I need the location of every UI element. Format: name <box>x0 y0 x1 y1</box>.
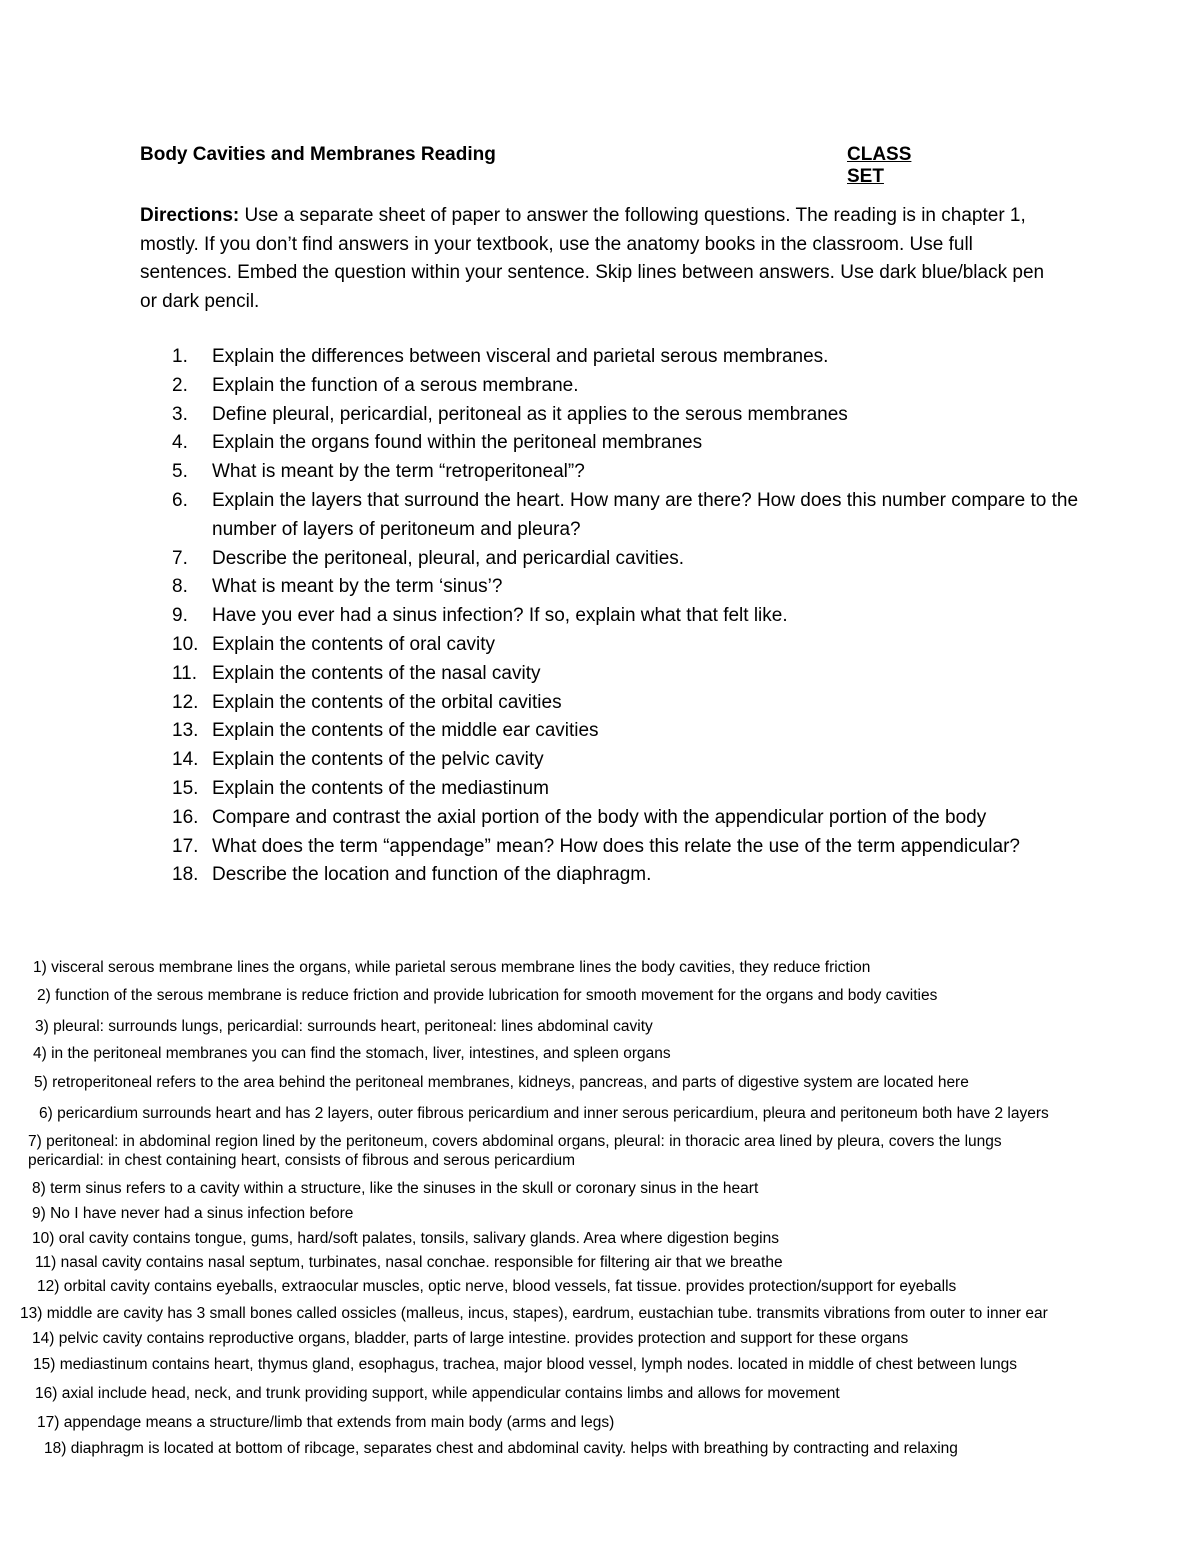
answer-line <box>35 1017 653 1037</box>
question-number: 3. <box>172 403 188 425</box>
document-title: Body Cavities and Membranes Reading <box>140 144 496 165</box>
answer-number: 1) <box>33 959 47 976</box>
question-number: 6. <box>172 489 188 511</box>
answer-line <box>20 1304 1048 1324</box>
question-text: Have you ever had a sinus infection? If so, explain what that felt like. <box>212 605 788 627</box>
answer-number: 8) <box>32 1180 46 1197</box>
answer-number: 9) <box>32 1205 46 1222</box>
question-number: 18. <box>172 864 199 886</box>
answer-number: 7) <box>28 1133 42 1150</box>
answer-number: 16) <box>35 1385 58 1402</box>
class-set-label: CLASS SET <box>847 144 912 187</box>
answer-line <box>37 986 937 1006</box>
answer-text: peritoneal: in abdominal region lined by the peritoneum, covers abdominal organs, pleural: in thoracic area lined by pleura, covers the lungs <box>41 1133 1002 1150</box>
answer-line <box>33 958 870 978</box>
question-text: Explain the contents of the pelvic cavity <box>212 749 544 771</box>
answer-text: pericardial: in chest containing heart, consists of fibrous and serous pericardium <box>28 1152 576 1169</box>
answer-line <box>32 1204 353 1224</box>
answer-number: 17) <box>37 1414 60 1431</box>
answer-line <box>32 1179 758 1199</box>
answer-line <box>32 1329 908 1349</box>
answer-line <box>28 1132 1002 1152</box>
answer-number: 3) <box>35 1018 49 1035</box>
answer-text: diaphragm is located at bottom of ribcage, separates chest and abdominal cavity. helps with breathing by contracting and relaxing <box>66 1440 958 1457</box>
question-text: Explain the contents of the orbital cavities <box>212 691 562 713</box>
answer-number: 5) <box>34 1074 48 1091</box>
question-text: What is meant by the term ‘sinus’? <box>212 576 503 598</box>
answer-text: pleural: surrounds lungs, pericardial: surrounds heart, peritoneal: lines abdominal cavity <box>48 1018 653 1035</box>
answer-line <box>37 1413 614 1433</box>
answer-text: term sinus refers to a cavity within a structure, like the sinuses in the skull or coronary sinus in the heart <box>45 1180 759 1197</box>
question-number: 8. <box>172 576 188 598</box>
directions-label: Directions: <box>140 205 240 226</box>
question-text: Explain the contents of the nasal cavity <box>212 662 541 684</box>
answer-number: 13) <box>20 1305 43 1322</box>
question-text: Explain the function of a serous membrane. <box>212 374 579 396</box>
question-text: What does the term “appendage” mean? How does this relate the use of the term appendicular? <box>212 835 1020 857</box>
answer-line <box>37 1277 956 1297</box>
question-text: Explain the differences between visceral and parietal serous membranes. <box>212 346 829 367</box>
answer-line <box>34 1073 969 1093</box>
question-number: 16. <box>172 806 199 828</box>
answer-line <box>44 1439 958 1459</box>
answer-text: pelvic cavity contains reproductive organs, bladder, parts of large intestine. provides protection and support for these organs <box>54 1330 909 1347</box>
answer-text: retroperitoneal refers to the area behind the peritoneal membranes, kidneys, pancreas, and parts of digestive system are located here <box>47 1074 969 1091</box>
answer-number: 12) <box>37 1278 60 1295</box>
question-text: Explain the layers that surround the heart. How many are there? How does this number compare to the number of layers of peritoneum and pleura? <box>212 489 1079 540</box>
question-text: What is meant by the term “retroperitoneal”? <box>212 461 585 483</box>
directions-text: Use a separate sheet of paper to answer the following questions. The reading is in chapter 1, mostly. If you don’t find answers in your textbook, use the anatomy books in the classroom. Use full sentences. Embed the question within your sentence. Skip lines between answers. Use dark blue/black pen or dark pencil. <box>140 205 1045 312</box>
answer-text: visceral serous membrane lines the organs, while parietal serous membrane lines the body cavities, they reduce friction <box>46 959 871 976</box>
question-text: Define pleural, pericardial, peritoneal as it applies to the serous membranes <box>212 403 848 425</box>
question-text: Explain the contents of the mediastinum <box>212 777 549 799</box>
question-number: 14. <box>172 749 199 771</box>
answer-line <box>39 1104 1049 1124</box>
question-text: Compare and contrast the axial portion of the body with the appendicular portion of the body <box>212 806 987 828</box>
question-number: 7. <box>172 547 188 569</box>
answer-line <box>33 1355 1017 1375</box>
answer-number: 15) <box>33 1356 56 1373</box>
answer-text: pericardium surrounds heart and has 2 layers, outer fibrous pericardium and inner serous pericardium, pleura and peritoneum both have 2 layers <box>52 1105 1049 1122</box>
answer-text: orbital cavity contains eyeballs, extraocular muscles, optic nerve, blood vessels, fat tissue. provides protection/support for eyeballs <box>59 1278 957 1295</box>
answer-text: oral cavity contains tongue, gums, hard/soft palates, tonsils, salivary glands. Area where digestion begins <box>54 1230 780 1247</box>
answer-text: No I have never had a sinus infection before <box>45 1205 354 1222</box>
question-number: 2. <box>172 374 188 396</box>
question-number: 10. <box>172 633 199 655</box>
answer-number: 18) <box>44 1440 67 1457</box>
question-number: 13. <box>172 720 199 742</box>
answer-number: 11) <box>35 1254 57 1271</box>
question-number: 15. <box>172 777 199 799</box>
answer-text: nasal cavity contains nasal septum, turbinates, nasal conchae. responsible for filtering air that we breathe <box>56 1254 783 1271</box>
question-number: 11. <box>172 662 198 684</box>
question-number: 1. <box>172 346 188 367</box>
answer-number: 2) <box>37 987 51 1004</box>
question-text: Explain the contents of the middle ear cavities <box>212 720 599 742</box>
answer-line <box>33 1044 671 1064</box>
question-number: 5. <box>172 461 188 483</box>
question-number: 9. <box>172 605 188 627</box>
answer-line <box>35 1253 783 1273</box>
question-text: Explain the contents of oral cavity <box>212 633 496 655</box>
answer-text: appendage means a structure/limb that extends from main body (arms and legs) <box>59 1414 615 1431</box>
question-number: 17. <box>172 835 199 857</box>
question-number: 4. <box>172 432 188 454</box>
answer-line <box>28 1151 575 1171</box>
answer-number: 6) <box>39 1105 53 1122</box>
answer-text: mediastinum contains heart, thymus gland, esophagus, trachea, major blood vessel, lymph nodes. located in middle of chest between lungs <box>55 1356 1017 1373</box>
answer-text: function of the serous membrane is reduce friction and provide lubrication for smooth movement for the organs and body cavities <box>50 987 938 1004</box>
question-text: Describe the location and function of the diaphragm. <box>212 864 652 886</box>
answer-text: axial include head, neck, and trunk providing support, while appendicular contains limbs and allows for movement <box>57 1385 840 1402</box>
answer-line <box>32 1229 779 1249</box>
question-text: Explain the organs found within the peritoneal membranes <box>212 432 703 454</box>
answer-number: 4) <box>33 1045 47 1062</box>
question-text: Describe the peritoneal, pleural, and pericardial cavities. <box>212 547 685 569</box>
answer-number: 14) <box>32 1330 55 1347</box>
answer-text: middle are cavity has 3 small bones called ossicles (malleus, incus, stapes), eardrum, eustachian tube. transmits vibrations from outer to inner ear <box>42 1305 1048 1322</box>
answer-line <box>35 1384 840 1404</box>
answer-text: in the peritoneal membranes you can find the stomach, liver, intestines, and spleen organs <box>46 1045 671 1062</box>
answer-number: 10) <box>32 1230 55 1247</box>
question-number: 12. <box>172 691 199 713</box>
